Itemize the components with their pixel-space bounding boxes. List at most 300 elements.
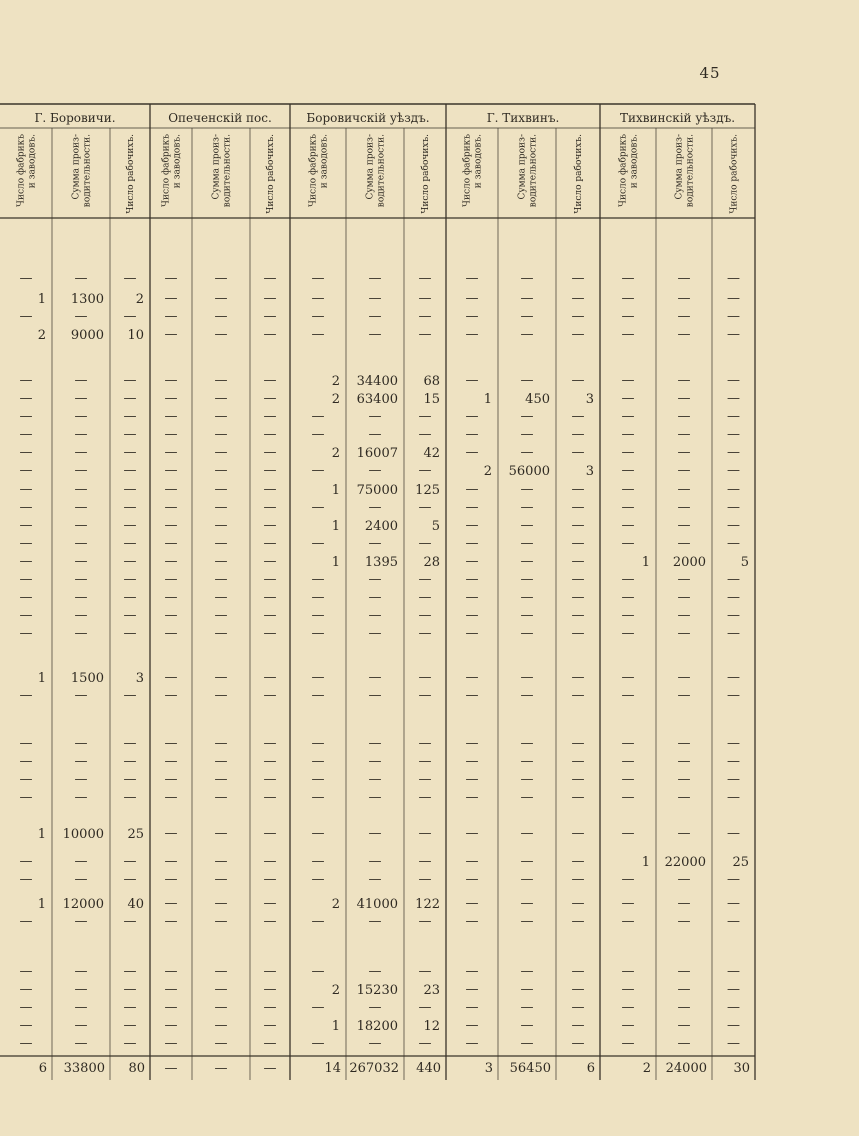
table-cell-dash: —: [311, 688, 325, 703]
table-cell-dash: —: [520, 445, 534, 460]
table-cell-dash: —: [214, 626, 228, 641]
table-cell-dash: —: [164, 536, 178, 551]
table-cell-dash: —: [311, 790, 325, 805]
table-cell-dash: —: [74, 271, 88, 286]
column-subheader: Число фабрикъ: [161, 134, 172, 207]
table-cell-dash: —: [727, 670, 740, 685]
column-subheader: и заводовъ.: [473, 134, 484, 189]
table-cell-dash: —: [621, 391, 635, 406]
group-header: Г. Тихвинъ.: [486, 111, 560, 125]
table-cell-dash: —: [368, 754, 382, 769]
table-cell-dash: —: [677, 572, 691, 587]
table-cell-dash: —: [520, 896, 534, 911]
table-cell-dash: —: [418, 500, 432, 515]
table-cell-dash: —: [19, 500, 33, 515]
total-cell: 30: [733, 1061, 750, 1076]
table-cell-dash: —: [214, 327, 228, 342]
table-cell-dash: —: [164, 1018, 178, 1033]
table-cell-dash: —: [214, 391, 228, 406]
table-cell-dash: —: [727, 327, 740, 342]
table-cell-dash: —: [123, 1018, 137, 1033]
table-cell-dash: —: [677, 536, 691, 551]
table-cell-dash: —: [214, 872, 228, 887]
table-cell-dash: —: [520, 608, 534, 623]
table-cell-dash: —: [164, 854, 178, 869]
table-cell-dash: —: [123, 536, 137, 551]
table-cell-dash: —: [74, 373, 88, 388]
table-cell-dash: —: [19, 445, 33, 460]
total-cell: 2: [642, 1061, 651, 1076]
table-cell-dash: —: [727, 536, 740, 551]
table-cell-dash: —: [520, 590, 534, 605]
table-cell-dash: —: [164, 482, 178, 497]
table-cell-dash: —: [263, 1000, 277, 1015]
table-cell-dash: —: [214, 409, 228, 424]
column-subheader: Число рабочихъ.: [266, 134, 276, 214]
table-cell-dash: —: [520, 482, 534, 497]
table-cell-dash: —: [164, 572, 178, 587]
total-cell: 80: [128, 1061, 145, 1076]
table-cell-dash: —: [465, 291, 479, 306]
table-cell-dash: —: [164, 826, 178, 841]
table-cell-dash: —: [520, 554, 534, 569]
table-cell-dash: —: [418, 790, 432, 805]
table-cell-dash: —: [677, 1018, 691, 1033]
table-cell-dash: —: [214, 964, 228, 979]
column-subheader: и заводовъ.: [629, 134, 640, 189]
table-cell-dash: —: [19, 572, 33, 587]
table-cell-dash: —: [677, 754, 691, 769]
table-cell-dash: —: [123, 445, 137, 460]
table-cell-dash: —: [727, 445, 740, 460]
table-cell-dash: —: [164, 1000, 178, 1015]
table-cell-dash: —: [727, 790, 740, 805]
table-cell-dash: —: [621, 736, 635, 751]
table-cell-dash: —: [214, 373, 228, 388]
table-cell-dash: —: [571, 872, 585, 887]
table-cell-dash: —: [727, 1000, 740, 1015]
total-cell: —: [164, 1061, 178, 1076]
table-cell: 1: [331, 1019, 340, 1034]
table-cell-dash: —: [571, 914, 585, 929]
table-cell-dash: —: [571, 1036, 585, 1051]
table-cell-dash: —: [19, 608, 33, 623]
table-cell-dash: —: [677, 271, 691, 286]
table-cell-dash: —: [368, 291, 382, 306]
table-cell-dash: —: [465, 590, 479, 605]
table-cell-dash: —: [123, 309, 137, 324]
table-cell-dash: —: [19, 964, 33, 979]
table-cell-dash: —: [214, 688, 228, 703]
table-cell-dash: —: [311, 427, 325, 442]
table-cell-dash: —: [311, 754, 325, 769]
table-cell-dash: —: [214, 914, 228, 929]
column-subheader: Число фабрикъ: [618, 134, 629, 207]
table-cell-dash: —: [74, 518, 88, 533]
table-cell-dash: —: [214, 427, 228, 442]
table-cell-dash: —: [164, 626, 178, 641]
table-cell-dash: —: [164, 1036, 178, 1051]
table-cell: 34400: [356, 374, 398, 389]
table-cell-dash: —: [520, 854, 534, 869]
table-cell-dash: —: [214, 291, 228, 306]
table-cell-dash: —: [418, 536, 432, 551]
table-cell-dash: —: [368, 790, 382, 805]
table-cell-dash: —: [74, 427, 88, 442]
table-cell-dash: —: [263, 626, 277, 641]
table-cell: 28: [423, 555, 440, 570]
table-cell-dash: —: [164, 500, 178, 515]
table-cell-dash: —: [520, 754, 534, 769]
table-cell-dash: —: [263, 427, 277, 442]
table-cell-dash: —: [418, 1036, 432, 1051]
table-cell-dash: —: [368, 1000, 382, 1015]
table-cell-dash: —: [677, 626, 691, 641]
table-cell-dash: —: [418, 427, 432, 442]
table-cell-dash: —: [465, 409, 479, 424]
table-cell-dash: —: [214, 572, 228, 587]
table-cell-dash: —: [621, 772, 635, 787]
table-cell-dash: —: [19, 463, 33, 478]
table-cell-dash: —: [621, 291, 635, 306]
table-cell-dash: —: [368, 670, 382, 685]
table-cell-dash: —: [621, 1018, 635, 1033]
table-cell-dash: —: [164, 670, 178, 685]
table-cell-dash: —: [311, 626, 325, 641]
table-cell-dash: —: [123, 590, 137, 605]
table-cell-dash: —: [164, 427, 178, 442]
table-cell-dash: —: [621, 626, 635, 641]
table-cell-dash: —: [214, 518, 228, 533]
table-cell: 1300: [70, 292, 104, 307]
table-cell-dash: —: [123, 373, 137, 388]
table-cell-dash: —: [19, 772, 33, 787]
table-cell-dash: —: [727, 896, 740, 911]
table-cell-dash: —: [368, 572, 382, 587]
table-cell-dash: —: [164, 309, 178, 324]
table-cell-dash: —: [727, 688, 740, 703]
table-cell-dash: —: [677, 309, 691, 324]
column-subheader: Число фабрикъ: [308, 134, 319, 207]
table-cell-dash: —: [214, 536, 228, 551]
table-cell-dash: —: [263, 1018, 277, 1033]
table-cell-dash: —: [418, 670, 432, 685]
table-cell-dash: —: [74, 500, 88, 515]
table-cell-dash: —: [677, 964, 691, 979]
table-cell-dash: —: [263, 982, 277, 997]
table-cell-dash: —: [368, 688, 382, 703]
table-cell-dash: —: [19, 536, 33, 551]
table-cell: 41000: [356, 897, 398, 912]
table-cell-dash: —: [677, 409, 691, 424]
table-cell: 2000: [672, 555, 706, 570]
table-cell-dash: —: [123, 982, 137, 997]
table-cell-dash: —: [571, 608, 585, 623]
table-cell-dash: —: [123, 736, 137, 751]
column-subheader: водительности.: [222, 134, 233, 208]
table-cell-dash: —: [19, 914, 33, 929]
table-cell-dash: —: [727, 872, 740, 887]
table-cell-dash: —: [621, 670, 635, 685]
table-cell: 2400: [364, 519, 398, 534]
table-cell-dash: —: [571, 554, 585, 569]
table-cell: 1: [641, 855, 650, 870]
table-cell-dash: —: [123, 1000, 137, 1015]
table-cell-dash: —: [19, 1018, 33, 1033]
total-cell: 3: [484, 1061, 493, 1076]
table-cell-dash: —: [727, 409, 740, 424]
table-cell-dash: —: [19, 754, 33, 769]
table-cell: 2: [135, 292, 144, 307]
table-cell-dash: —: [677, 500, 691, 515]
table-cell-dash: —: [727, 271, 740, 286]
table-cell: 40: [127, 897, 144, 912]
table-cell-dash: —: [19, 373, 33, 388]
table-cell-dash: —: [19, 271, 33, 286]
table-cell-dash: —: [164, 772, 178, 787]
table-cell-dash: —: [418, 271, 432, 286]
table-cell-dash: —: [263, 896, 277, 911]
table-cell: 3: [585, 392, 594, 407]
table-cell-dash: —: [311, 271, 325, 286]
table-cell-dash: —: [727, 736, 740, 751]
table-cell: 12000: [62, 897, 104, 912]
table-cell-dash: —: [465, 754, 479, 769]
table-cell-dash: —: [368, 914, 382, 929]
table-cell-dash: —: [520, 291, 534, 306]
table-cell-dash: —: [418, 327, 432, 342]
table-cell-dash: —: [520, 688, 534, 703]
table-cell-dash: —: [164, 409, 178, 424]
table-cell: 3: [135, 671, 144, 686]
table-cell-dash: —: [571, 309, 585, 324]
table-cell-dash: —: [677, 391, 691, 406]
table-cell-dash: —: [727, 373, 740, 388]
table-cell-dash: —: [571, 409, 585, 424]
table-cell-dash: —: [571, 772, 585, 787]
table-cell-dash: —: [311, 608, 325, 623]
table-cell-dash: —: [465, 688, 479, 703]
table-cell-dash: —: [123, 271, 137, 286]
table-cell-dash: —: [465, 536, 479, 551]
table-cell: 1: [37, 897, 46, 912]
table-cell-dash: —: [311, 291, 325, 306]
table-cell-dash: —: [74, 872, 88, 887]
table-cell-dash: —: [418, 754, 432, 769]
table-cell-dash: —: [263, 826, 277, 841]
table-cell-dash: —: [164, 373, 178, 388]
total-cell: 440: [416, 1061, 441, 1076]
table-cell-dash: —: [677, 427, 691, 442]
column-subheader: водительности.: [528, 134, 539, 208]
table-cell-dash: —: [677, 482, 691, 497]
table-cell-dash: —: [19, 590, 33, 605]
table-cell-dash: —: [214, 445, 228, 460]
total-cell: —: [263, 1061, 277, 1076]
table-cell-dash: —: [418, 291, 432, 306]
table-cell: 3: [585, 464, 594, 479]
table-cell-dash: —: [520, 572, 534, 587]
table-cell-dash: —: [214, 608, 228, 623]
table-cell-dash: —: [465, 964, 479, 979]
table-cell-dash: —: [368, 271, 382, 286]
total-cell: 56450: [509, 1061, 551, 1076]
table-cell-dash: —: [465, 982, 479, 997]
table-cell-dash: —: [214, 271, 228, 286]
table-cell: 1: [37, 292, 46, 307]
table-cell: 18200: [356, 1019, 398, 1034]
table-cell-dash: —: [74, 572, 88, 587]
table-cell-dash: —: [571, 482, 585, 497]
table-cell-dash: —: [74, 790, 88, 805]
column-subheader: и заводовъ.: [172, 134, 183, 189]
table-cell-dash: —: [123, 1036, 137, 1051]
table-cell-dash: —: [311, 854, 325, 869]
table-cell-dash: —: [263, 391, 277, 406]
table-cell-dash: —: [621, 872, 635, 887]
table-cell-dash: —: [214, 1000, 228, 1015]
table-cell-dash: —: [74, 964, 88, 979]
table-cell-dash: —: [74, 982, 88, 997]
table-cell-dash: —: [263, 914, 277, 929]
table-cell-dash: —: [418, 772, 432, 787]
table-cell-dash: —: [571, 572, 585, 587]
table-cell-dash: —: [418, 964, 432, 979]
table-cell-dash: —: [621, 518, 635, 533]
column-subheader: Сумма произ-: [365, 134, 376, 200]
table-cell: 1: [483, 392, 492, 407]
table-cell-dash: —: [214, 1018, 228, 1033]
table-cell-dash: —: [727, 572, 740, 587]
table-cell-dash: —: [418, 309, 432, 324]
table-cell-dash: —: [368, 854, 382, 869]
table-cell: 2: [331, 897, 340, 912]
table-cell-dash: —: [311, 536, 325, 551]
table-cell-dash: —: [214, 736, 228, 751]
table-cell-dash: —: [311, 1000, 325, 1015]
table-cell-dash: —: [571, 427, 585, 442]
table-cell: 1: [37, 827, 46, 842]
table-cell-dash: —: [368, 327, 382, 342]
table-cell-dash: —: [727, 1018, 740, 1033]
table-cell-dash: —: [621, 373, 635, 388]
table-cell-dash: —: [677, 982, 691, 997]
table-cell-dash: —: [727, 826, 740, 841]
table-cell-dash: —: [19, 554, 33, 569]
table-cell-dash: —: [520, 500, 534, 515]
table-cell-dash: —: [263, 445, 277, 460]
table-cell-dash: —: [123, 427, 137, 442]
table-cell-dash: —: [263, 608, 277, 623]
table-cell-dash: —: [465, 854, 479, 869]
page-number: 45: [699, 64, 721, 82]
table-cell-dash: —: [263, 670, 277, 685]
table-cell-dash: —: [465, 896, 479, 911]
table-cell-dash: —: [465, 608, 479, 623]
column-subheader: Сумма произ-: [674, 134, 685, 200]
table-cell-dash: —: [74, 914, 88, 929]
table-cell-dash: —: [621, 1000, 635, 1015]
table-cell-dash: —: [520, 772, 534, 787]
table-cell-dash: —: [263, 854, 277, 869]
table-cell-dash: —: [465, 482, 479, 497]
table-cell: 15: [423, 392, 440, 407]
table-cell-dash: —: [19, 1000, 33, 1015]
group-header: Опеченскій пос.: [168, 111, 272, 125]
table-cell-dash: —: [311, 590, 325, 605]
table-cell-dash: —: [74, 445, 88, 460]
table-cell-dash: —: [621, 790, 635, 805]
table-cell: 68: [423, 374, 440, 389]
table-cell-dash: —: [520, 826, 534, 841]
table-cell-dash: —: [621, 982, 635, 997]
table-cell-dash: —: [19, 982, 33, 997]
table-cell: 1: [37, 671, 46, 686]
column-subheader: Сумма произ-: [71, 134, 82, 200]
table-cell-dash: —: [263, 572, 277, 587]
table-cell-dash: —: [19, 872, 33, 887]
table-cell-dash: —: [727, 1036, 740, 1051]
table-cell-dash: —: [164, 391, 178, 406]
table-cell-dash: —: [164, 608, 178, 623]
table-cell: 450: [525, 392, 550, 407]
table-cell: 10: [127, 328, 144, 343]
table-cell-dash: —: [164, 463, 178, 478]
table-cell-dash: —: [19, 736, 33, 751]
table-cell-dash: —: [74, 754, 88, 769]
table-cell-dash: —: [311, 872, 325, 887]
table-cell-dash: —: [368, 590, 382, 605]
table-cell-dash: —: [465, 914, 479, 929]
table-cell-dash: —: [164, 554, 178, 569]
table-cell-dash: —: [571, 982, 585, 997]
table-cell-dash: —: [621, 590, 635, 605]
table-cell-dash: —: [19, 409, 33, 424]
table-cell-dash: —: [727, 608, 740, 623]
table-cell-dash: —: [465, 736, 479, 751]
table-cell-dash: —: [263, 772, 277, 787]
table-cell: 2: [331, 446, 340, 461]
table-cell-dash: —: [727, 964, 740, 979]
table-cell-dash: —: [520, 373, 534, 388]
table-cell: 1: [641, 555, 650, 570]
table-cell-dash: —: [311, 826, 325, 841]
table-cell-dash: —: [621, 608, 635, 623]
table-cell-dash: —: [164, 964, 178, 979]
table-cell-dash: —: [727, 914, 740, 929]
table-cell-dash: —: [311, 409, 325, 424]
table-cell-dash: —: [465, 1018, 479, 1033]
table-cell-dash: —: [214, 826, 228, 841]
table-cell-dash: —: [214, 854, 228, 869]
table-cell-dash: —: [164, 914, 178, 929]
table-cell-dash: —: [677, 373, 691, 388]
table-cell-dash: —: [418, 590, 432, 605]
column-subheader: Число рабочихъ.: [126, 134, 136, 214]
table-cell-dash: —: [123, 608, 137, 623]
table-cell-dash: —: [368, 463, 382, 478]
table-cell-dash: —: [418, 409, 432, 424]
table-cell-dash: —: [727, 463, 740, 478]
table-cell-dash: —: [727, 482, 740, 497]
table-cell-dash: —: [164, 445, 178, 460]
table-cell-dash: —: [677, 445, 691, 460]
table-cell-dash: —: [263, 271, 277, 286]
table-cell-dash: —: [677, 291, 691, 306]
table-cell-dash: —: [123, 872, 137, 887]
table-cell-dash: —: [727, 427, 740, 442]
table-cell-dash: —: [368, 536, 382, 551]
